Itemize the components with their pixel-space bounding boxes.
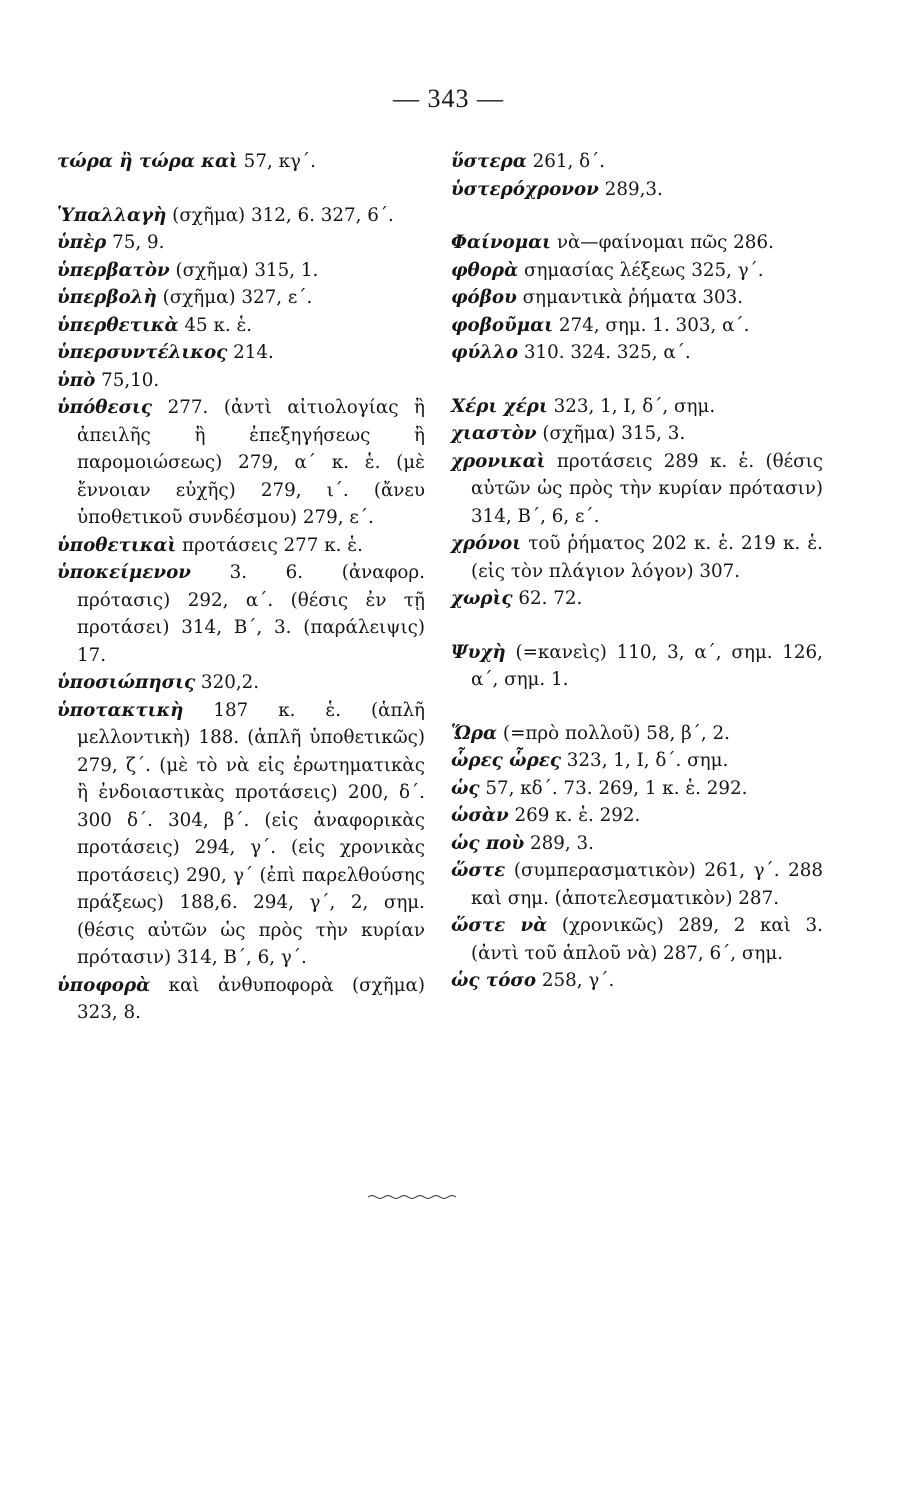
index-references: 274, σημ. 1. 303, α΄.	[553, 314, 750, 336]
index-entry	[57, 312, 425, 340]
index-references: 289, 3.	[524, 832, 594, 854]
index-references: 3. 6. (ἀναφορ. πρότασις) 292, α΄. (θέσις ἐν τῇ προτάσει) 314, Β΄, 3. (παράλειψις) 17.	[77, 562, 425, 666]
index-headword: φύλλο	[451, 342, 519, 363]
index-headword: χρόνοι	[451, 533, 522, 554]
index-entry	[57, 559, 425, 669]
index-entry	[451, 639, 823, 694]
index-entry	[57, 257, 425, 285]
index-headword: ὥστε	[451, 860, 506, 881]
index-headword: Ψυχὴ	[451, 641, 506, 663]
index-references: 187 κ. ἑ. (ἁπλῆ μελλοντικὴ) 188. (ἁπλῆ ὑποθετικῶς) 279, ζ΄. (μὲ τὸ νὰ εἰς ἐρωτηματικὰς ἢ ἐνδοιαστικὰς προτάσεις) 200, δ΄. 300 δ΄. 304, β΄. (εἰς ἀναφορικὰς προτάσεις) 294, γ΄. (εἰς χρονικὰς προτάσεις) 290, γ΄ (ἐπὶ παρελθούσης πράξεως) 188,6. 294, γ΄, 2, σημ. (θέσις αὐτῶν ὡς πρὸς τὴν κυρίαν πρότασιν) 314, Β΄, 6, γ΄.	[77, 699, 425, 968]
index-entry	[57, 367, 425, 395]
index-references: 323, 1, Ι, δ΄. σημ.	[560, 750, 729, 771]
index-headword: ὑποκείμενον	[57, 562, 191, 583]
index-entry	[57, 284, 425, 312]
index-references: προτάσεις 277 κ. ἑ.	[176, 534, 363, 556]
index-references: 75, 9.	[106, 232, 165, 253]
index-references: σημασίας λέξεως 325, γ΄.	[518, 259, 764, 281]
index-references: προτάσεις 289 κ. ἑ. (θέσις αὐτῶν ὡς πρὸς τὴν κυρίαν πρότασιν) 314, Β΄, 6, ε΄.	[471, 450, 823, 527]
decorative-wavy-rule	[368, 1194, 456, 1200]
index-headword: ὡς τόσο	[451, 970, 537, 991]
index-entry	[451, 176, 823, 204]
index-entry	[451, 530, 823, 585]
index-references: (=κανεὶς) 110, 3, α΄, σημ. 126, α΄, σημ. 1.	[471, 641, 823, 690]
index-entry	[57, 339, 425, 367]
section-gap	[57, 176, 425, 202]
index-entry	[451, 585, 823, 613]
index-headword: ὑπερβολὴ	[57, 287, 157, 308]
index-headword: ὑπὸ	[57, 369, 96, 391]
index-entry	[57, 972, 425, 1027]
index-references: 320,2.	[195, 672, 260, 693]
index-entry	[451, 257, 823, 285]
index-references: καὶ ἀνθυποφορὰ (σχῆμα) 323, 8.	[77, 974, 425, 1023]
index-references: 75,10.	[95, 369, 160, 391]
index-entry	[57, 394, 425, 532]
index-references: νὰ—φαίνομαι πῶς 286.	[551, 232, 774, 253]
index-entry	[451, 148, 823, 176]
index-headword: ὑστερόχρονον	[451, 178, 599, 200]
section-gap	[451, 694, 823, 720]
index-column-left	[57, 148, 425, 1027]
index-references: 214.	[227, 342, 274, 363]
index-entry	[57, 532, 425, 560]
index-entry	[451, 967, 823, 995]
index-entry	[451, 229, 823, 257]
index-references: 45 κ. ἑ.	[178, 314, 253, 336]
index-references: 62. 72.	[512, 588, 583, 609]
index-entry	[57, 148, 425, 176]
index-references: (συμπερασματικὸν) 261, γ΄. 288 καὶ σημ. (ἀποτελεσματικὸν) 287.	[471, 860, 823, 909]
index-references: 57, κγ΄.	[237, 151, 316, 172]
index-entry	[451, 720, 823, 748]
index-references: (χρονικῶς) 289, 2 καὶ 3. (ἀντὶ τοῦ ἁπλοῦ νὰ) 287, 6΄, σημ.	[471, 915, 823, 964]
index-references: τοῦ ῥήματος 202 κ. ἑ. 219 κ. ἑ. (εἰς τὸν πλάγιον λόγον) 307.	[471, 533, 823, 582]
index-references: 269 κ. ἑ. 292.	[508, 805, 641, 826]
index-headword: ὑποτακτικὴ	[57, 699, 184, 721]
index-references: 310. 324. 325, α΄.	[518, 342, 691, 363]
index-references: 289,3.	[598, 178, 663, 200]
index-headword: ὑποφορὰ	[57, 974, 151, 996]
index-headword: φθορὰ	[451, 259, 519, 281]
index-entry	[451, 312, 823, 340]
index-entry	[451, 393, 823, 421]
index-headword: Χέρι χέρι	[451, 395, 548, 417]
index-headword: ὧρες ὧρες	[451, 750, 561, 771]
index-headword: χιαστὸν	[451, 423, 537, 444]
index-headword: ὑπὲρ	[57, 232, 107, 253]
index-headword: ὑπερθετικὰ	[57, 314, 179, 336]
index-entry	[451, 747, 823, 775]
index-references: 277. (ἀντὶ αἰτιολογίας ἢ ἀπειλῆς ἢ ἐπεξηγήσεως ἢ παρομοιώσεως) 279, α΄ κ. ἑ. (μὲ ἔννοιαν εὐχῆς) 279, ι΄. (ἄνευ ὑποθετικοῦ συνδέσμου) 279, ε΄.	[77, 397, 425, 528]
index-references: (σχῆμα) 315, 3.	[536, 423, 686, 444]
index-headword: χωρὶς	[451, 588, 513, 609]
index-headword: ὑποθετικαὶ	[57, 534, 177, 556]
index-references: 323, 1, Ι, δ΄, σημ.	[547, 395, 716, 417]
index-headword: ὡσὰν	[451, 805, 509, 826]
index-entry	[451, 284, 823, 312]
index-entry	[451, 775, 823, 803]
index-headword: ὑπόθεσις	[57, 397, 153, 418]
section-gap	[451, 613, 823, 639]
index-entry	[451, 857, 823, 912]
index-headword: ὡς	[451, 777, 480, 799]
index-headword: ὑπερβατὸν	[57, 259, 170, 281]
index-entry	[451, 448, 823, 531]
index-headword: Ὑπαλλαγὴ	[57, 204, 167, 226]
index-entry	[451, 912, 823, 967]
section-gap	[451, 203, 823, 229]
index-headword: ὕστερα	[451, 151, 527, 172]
index-column-right	[451, 148, 823, 995]
index-entry	[451, 830, 823, 858]
page-number: — 343 —	[393, 84, 504, 113]
index-entry	[57, 697, 425, 972]
index-entry	[57, 229, 425, 257]
index-references: 57, κδ΄. 73. 269, 1 κ. ἑ. 292.	[479, 777, 748, 799]
index-references: (=πρὸ πολλοῦ) 58, β΄, 2.	[497, 722, 730, 744]
index-headword: φοβοῦμαι	[451, 314, 554, 336]
section-gap	[451, 367, 823, 393]
index-headword: τώρα ἢ τώρα καὶ	[57, 151, 238, 172]
index-headword: χρονικαὶ	[451, 450, 546, 472]
index-references: 261, δ΄.	[526, 151, 606, 172]
index-entry	[451, 339, 823, 367]
index-references: (σχῆμα) 312, 6. 327, 6΄.	[166, 204, 394, 226]
index-headword: φόβου	[451, 287, 517, 308]
index-references: σημαντικὰ ῥήματα 303.	[516, 287, 744, 308]
index-headword: ὥστε νὰ	[451, 915, 548, 936]
index-entry	[451, 420, 823, 448]
index-headword: ὑπερσυντέλικος	[57, 342, 228, 363]
index-entry	[451, 802, 823, 830]
index-entry	[57, 669, 425, 697]
index-references: (σχῆμα) 315, 1.	[169, 259, 319, 281]
index-references: (σχῆμα) 327, ε΄.	[156, 287, 313, 308]
index-references: 258, γ΄.	[536, 970, 615, 991]
index-headword: Φαίνομαι	[451, 232, 552, 253]
index-entry	[57, 202, 425, 230]
index-headword: ὑποσιώπησις	[57, 672, 196, 693]
index-headword: ὡς ποὺ	[451, 832, 525, 854]
index-headword: Ὥρα	[451, 722, 498, 744]
